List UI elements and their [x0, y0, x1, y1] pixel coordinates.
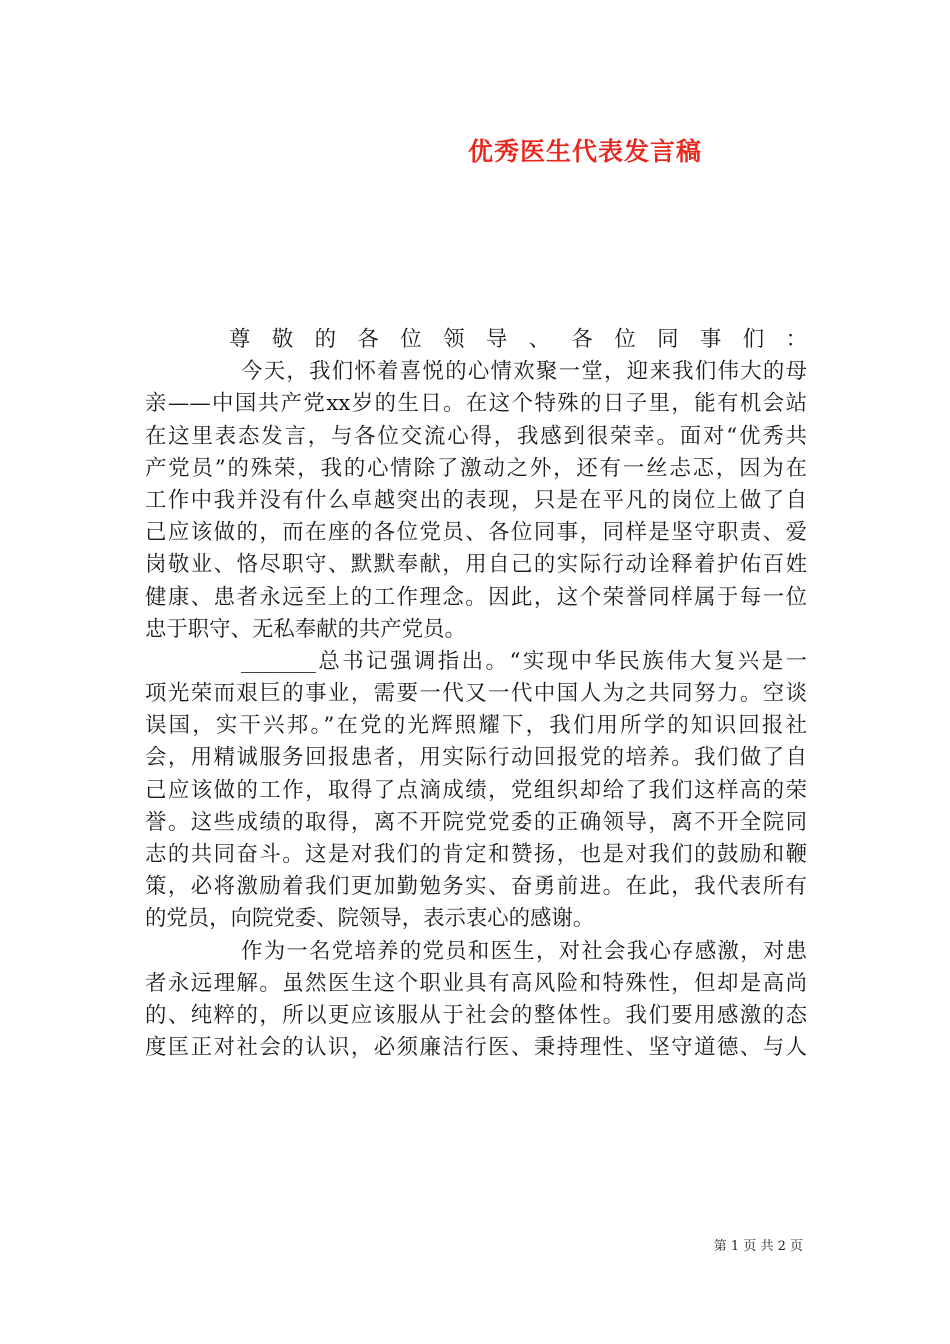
paragraph-line: 的党员，向院党委、院领导，表示衷心的感谢。	[145, 906, 595, 932]
paragraph-line: 的、纯粹的，所以更应该服从于社会的整体性。我们要用感激的态	[145, 1002, 807, 1028]
paragraph-line: 者永远理解。虽然医生这个职业具有高风险和特殊性，但却是高尚	[145, 970, 807, 996]
paragraph-line: 忠于职守、无私奉献的共产党员。	[145, 616, 466, 642]
document-body	[145, 324, 807, 1064]
paragraph-line: 誉。这些成绩的取得，离不开院党党委的正确领导，离不开全院同	[145, 809, 807, 835]
paragraph-line: 会，用精诚服务回报患者，用实际行动回报党的培养。我们做了自	[145, 745, 807, 771]
paragraph-line: 产党员”的殊荣，我的心情除了激动之外，还有一丝忐忑，因为在	[145, 455, 807, 481]
paragraph-line: 己应该做的，而在座的各位党员、各位同事，同样是坚守职责、爱	[145, 520, 807, 546]
paragraph-3	[145, 936, 807, 1065]
paragraph-line: 工作中我并没有什么卓越突出的表现，只是在平凡的岗位上做了自	[145, 487, 807, 513]
page-number-footer: 第 1 页 共 2 页	[713, 1239, 803, 1254]
paragraph-line: 今天，我们怀着喜悦的心情欢聚一堂，迎来我们伟大的母	[241, 359, 807, 385]
paragraph-line: _______总书记强调指出。“实现中华民族伟大复兴是一	[241, 648, 807, 674]
document-title: 优秀医生代表发言稿	[467, 137, 702, 166]
paragraph-line: 岗敬业、恪尽职守、默默奉献，用自己的实际行动诠释着护佑百姓	[145, 552, 807, 578]
paragraph-line: 亲——中国共产党xx岁的生日。在这个特殊的日子里，能有机会站	[145, 391, 807, 417]
paragraph-line: 项光荣而艰巨的事业，需要一代又一代中国人为之共同努力。空谈	[145, 681, 807, 707]
paragraph-line: 己应该做的工作，取得了点滴成绩，党组织却给了我们这样高的荣	[145, 777, 807, 803]
paragraph-line: 健康、患者永远至上的工作理念。因此，这个荣誉同样属于每一位	[145, 584, 807, 610]
paragraph-line: 在这里表态发言，与各位交流心得，我感到很荣幸。面对“优秀共	[145, 423, 807, 449]
paragraph-line: 志的共同奋斗。这是对我们的肯定和赞扬，也是对我们的鼓励和鞭	[145, 842, 807, 867]
paragraph-2	[145, 646, 807, 936]
paragraph-line: 策，必将激励着我们更加勤勉务实、奋勇前进。在此，我代表所有	[145, 874, 807, 900]
paragraph-1	[145, 356, 807, 646]
paragraph-line: 作为一名党培养的党员和医生，对社会我心存感激，对患	[241, 938, 807, 964]
paragraph-line: 度匡正对社会的认识，必须廉洁行医、秉持理性、坚守道德、与人	[145, 1035, 807, 1061]
paragraph-line: 误国，实干兴邦。”在党的光辉照耀下，我们用所学的知识回报社	[145, 713, 807, 739]
salutation: 尊敬的各位领导、各位同事们：	[229, 327, 807, 352]
